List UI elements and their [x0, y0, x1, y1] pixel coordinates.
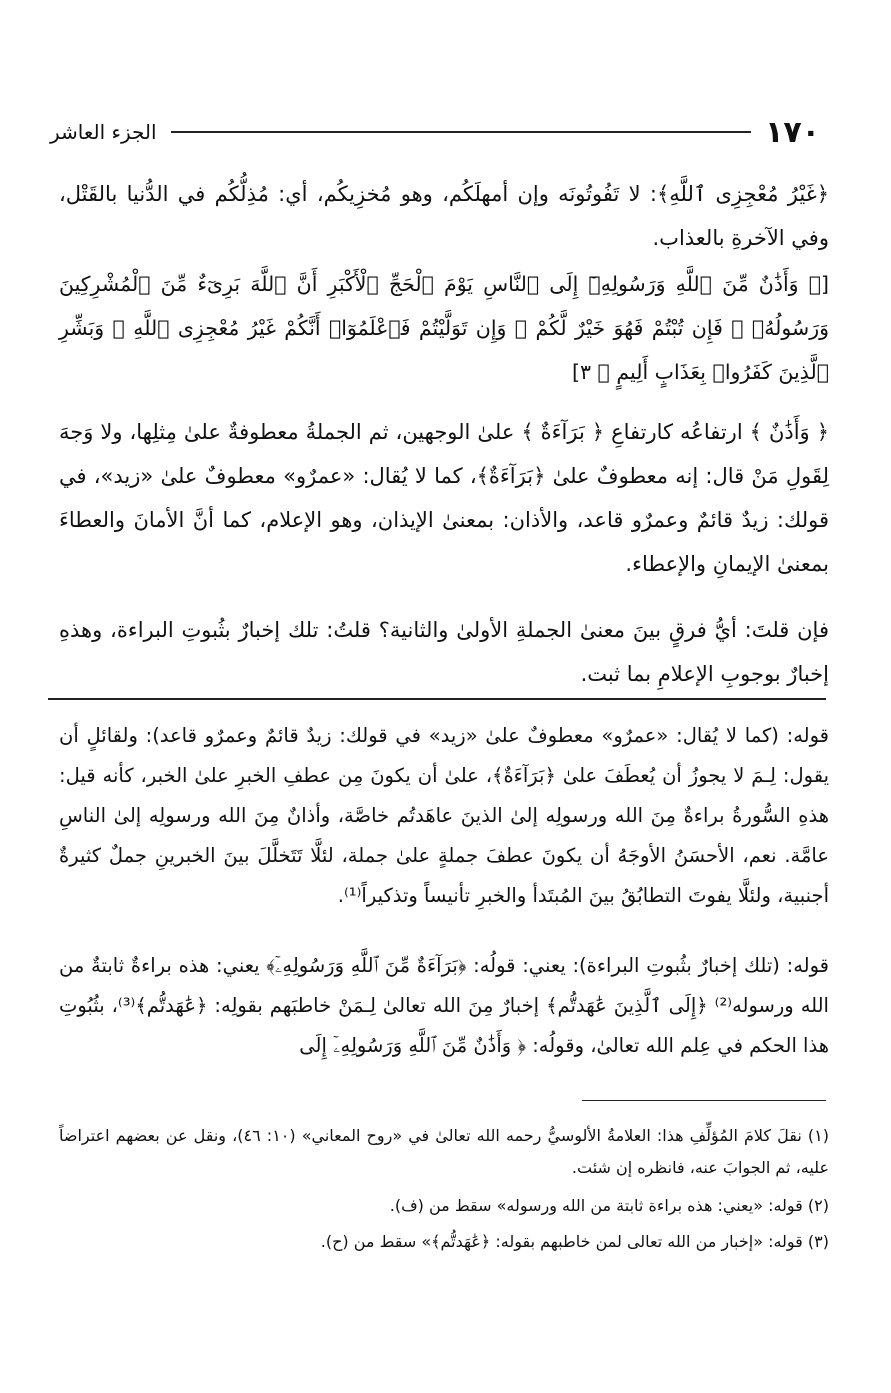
main-paragraph-1: ﴿غَيْرُ مُعْجِزِى ٱللَّهِ﴾: لا تَفُوتُونَه وإن أمهلَكُم، وهو مُخزِيكُم، أي: مُذِلُّكُم في الدُّنيا بالقَتْل، وفي الآخرةِ بالعذاب. [59, 182, 829, 250]
footnote-divider [582, 1100, 826, 1101]
main-paragraph-3: فإن قلتَ: أيُّ فرقٍ بينَ معنىٰ الجملةِ الأولىٰ والثانية؟ قلتُ: تلك إخبارٌ بثُبوتِ البراءة، وهذهِ إخبارٌ بوجوبِ الإعلامِ بما ثبت. [59, 618, 829, 686]
page-header [50, 112, 820, 152]
footnote-1: (١) نقلَ كلامَ المُؤلِّفِ هذا: العلامةُ الألوسيُّ رحمه الله تعالىٰ في «روح المعاني» (١٠: ٤٦)، ونقل عن بعضهم اعتراضاً عليه، ثم الجوابَ عنه، فانظره إن شئت. [59, 1126, 829, 1177]
main-paragraph-2: ﴿ وَأَذَٰنٌ ﴾ ارتفاعُه كارتفاعِ ﴿ بَرَآءَةٌ ﴾ علىٰ الوجهين، ثم الجملةُ معطوفةٌ علىٰ مِثلِها، ولا وَجهَ لِقَولِ مَنْ قال: إنه معطوفٌ علىٰ ﴿بَرَآءَةٌ﴾، كما لا يُقال: «عمرٌو» معطوفٌ علىٰ «زيد»، في قولك: زيدٌ قائمٌ وعمرٌو قاعد، والأذان: بمعنىٰ الإيذان، وهو الإعلام، كما أنَّ الأمانَ والعطاءَ بمعنىٰ الإيمانِ والإعطاء. [59, 420, 829, 576]
section-divider [48, 698, 826, 700]
commentary-paragraph-1: قوله: (كما لا يُقال: «عمرٌو» معطوفٌ علىٰ «زيد» في قولك: زيدٌ قائمٌ وعمرٌو قاعد): ولقائلٍ أن يقول: لِـمَ لا يجوزُ أن يُعطَفَ علىٰ ﴿بَرَآءَةٌ﴾، علىٰ أن يكونَ مِن عطفِ الخبرِ علىٰ الخبر، كأنه قيل: هذهِ السُّورةُ براءةٌ مِنَ الله ورسولِه إلىٰ الذينَ عاهَدتُم خاصَّة، وأذانٌ مِنَ الله ورسولِه إلىٰ الناسِ عامَّة. نعم، الأحسَنُ الأوجَهُ أن يكونَ عطفَ جملةٍ علىٰ جملة، لئلَّا تَتَخلَّلَ بينَ الخبرينِ جملٌ كثيرةٌ أجنبية، ولئلَّا يفوتَ التطابُقُ بينَ المُبتَدأ والخبرِ تأنيساً وتذكيراً⁽¹⁾. [59, 724, 829, 907]
header-rule [171, 131, 752, 133]
part-title: الجزء العاشر [50, 120, 157, 144]
commentary-paragraph-2: قوله: (تلك إخبارٌ بثُبوتِ البراءة): يعني: قولُه: ﴿بَرَآءَةٌ مِّنَ ٱللَّهِ وَرَسُولِهِۦٓ﴾ يعني: هذه براءةٌ ثابتةٌ من الله ورسوله⁽²⁾ ﴿إِلَى ٱلَّذِينَ عَٰهَدتُّم﴾ إخبارٌ مِنَ الله تعالىٰ لِـمَنْ خاطبَهم بقولِه: ﴿عَٰهَدتُّم﴾⁽³⁾، بثُبُوتِ هذا الحكم في عِلم الله تعالىٰ، وقولُه: ﴿ وَأَذَٰنٌ مِّنَ ٱللَّهِ وَرَسُولِهِۦٓ إِلَى [59, 954, 829, 1057]
page-number: ١٧٠ [765, 114, 820, 150]
footnote-3: (٣) قوله: «إخبار من الله تعالى لمن خاطبهم بقوله: ﴿عَٰهَدتُّم﴾» سقط من (ح). [320, 1232, 829, 1251]
quran-verse: [﴿ وَأَذَٰنٌ مِّنَ ٱللَّهِ وَرَسُولِهِۦٓ إِلَى ٱلنَّاسِ يَوْمَ ٱلْحَجِّ ٱلْأَكْبَرِ أَنَّ ٱللَّهَ بَرِىٓءٌ مِّنَ ٱلْمُشْرِكِينَ وَرَسُولُهُۥ ۚ فَإِن تُبْتُمْ فَهُوَ خَيْرٌ لَّكُمْ ۖ وَإِن تَوَلَّيْتُمْ فَٱعْلَمُوٓا۟ أَنَّكُمْ غَيْرُ مُعْجِزِى ٱللَّهِ ۗ وَبَشِّرِ ٱلَّذِينَ كَفَرُوا۟ بِعَذَابٍ أَلِيمٍ ﴾ ٣] [59, 272, 829, 384]
footnote-2: (٢) قوله: «يعني: هذه براءة ثابتة من الله ورسوله» سقط من (ف). [389, 1196, 829, 1215]
